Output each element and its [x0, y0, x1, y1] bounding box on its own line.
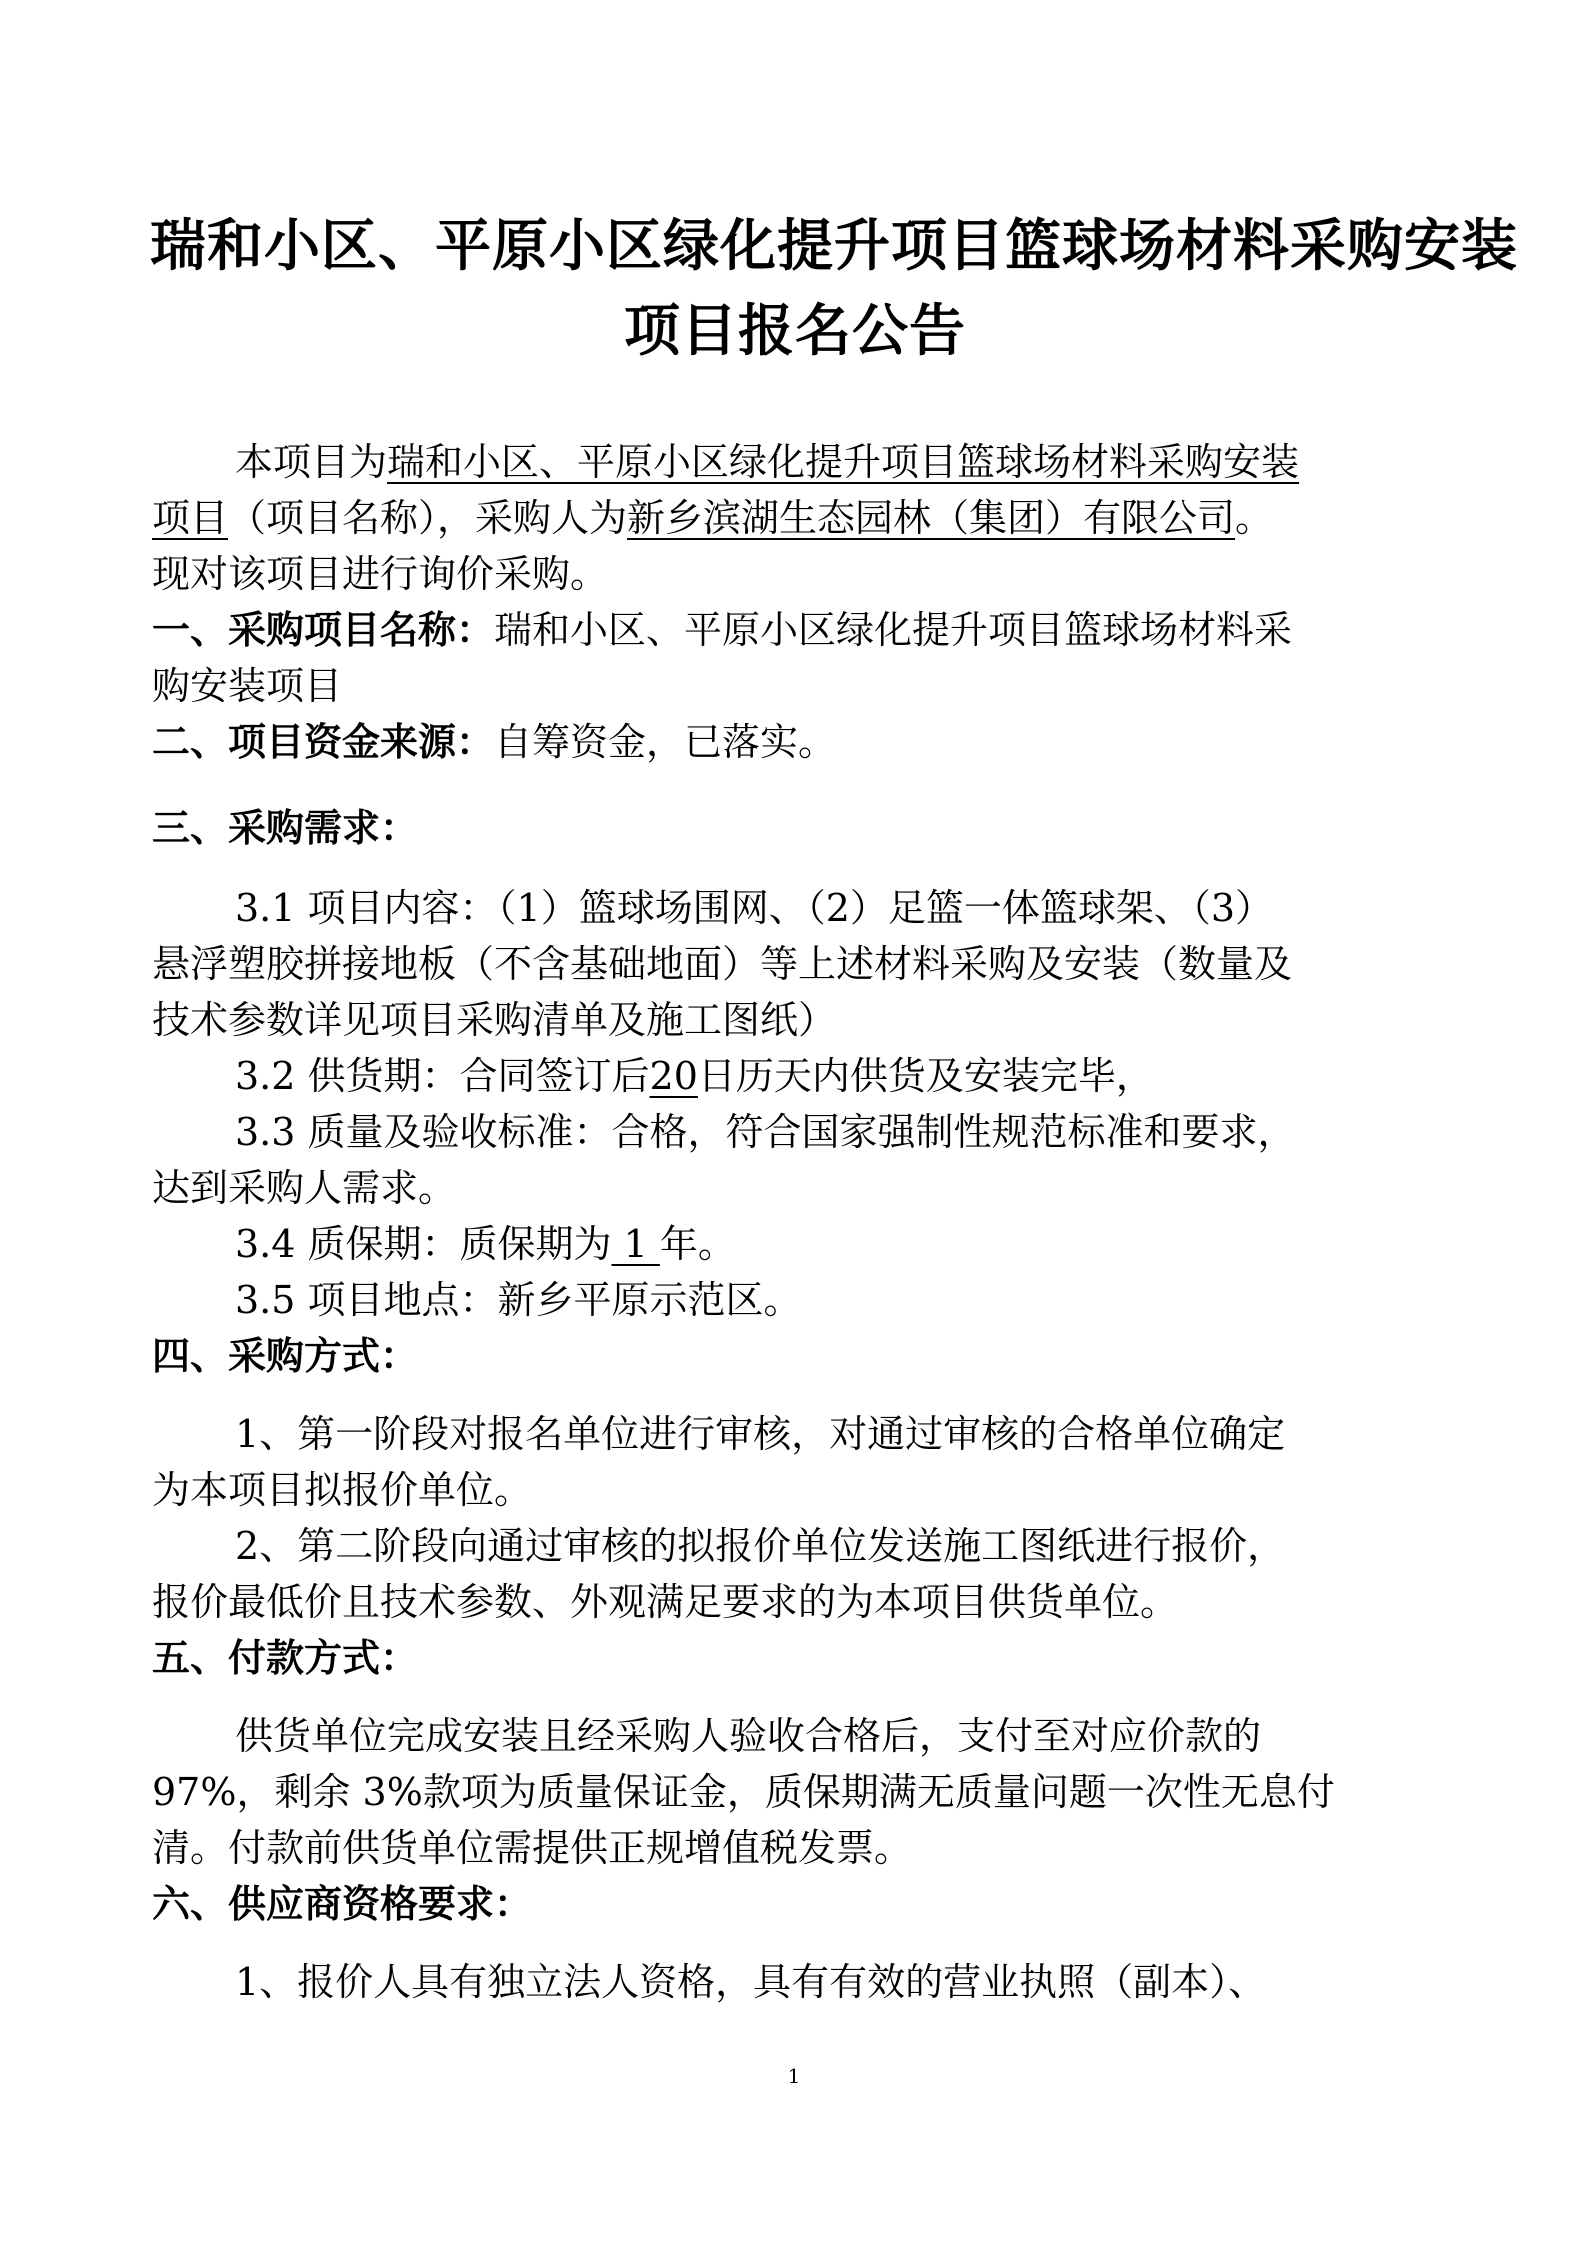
section-3-item-1-line-1: 3.1 项目内容：（1）篮球场围网、（2）足篮一体篮球架、（3） — [235, 886, 1274, 930]
section-3-item-3-line-1: 3.3 质量及验收标准：合格，符合国家强制性规范标准和要求， — [235, 1110, 1296, 1154]
section-2-heading: 二、项目资金来源： — [152, 720, 495, 764]
section-2-line — [152, 714, 836, 770]
document-title-line-2: 项目报名公告 — [624, 299, 966, 364]
section-3-item-1-line-2: 悬浮塑胶拼接地板（不含基础地面）等上述材料采购及安装（数量及 — [152, 942, 1293, 986]
intro-mid: （项目名称），采购人为 — [228, 496, 628, 540]
warranty-years-value: 1 — [611, 1222, 660, 1266]
section-3-item-4-prefix: 3.4 质保期：质保期为 — [235, 1222, 612, 1266]
section-1-text-a: 瑞和小区、平原小区绿化提升项目篮球场材料采 — [494, 608, 1293, 652]
section-3-item-2-prefix: 3.2 供货期：合同签订后 — [235, 1054, 650, 1098]
section-5-heading: 五、付款方式： — [152, 1636, 419, 1680]
section-6-item-1-line-1: 1、报价人具有独立法人资格，具有有效的营业执照（副本）、 — [235, 1960, 1267, 2004]
intro-line-3: 现对该项目进行询价采购。 — [152, 552, 609, 596]
section-3-item-3-line-2: 达到采购人需求。 — [152, 1166, 457, 1210]
section-3-item-2-suffix: 日历天内供货及安装完毕， — [697, 1054, 1154, 1098]
section-3-item-2 — [235, 1048, 1154, 1104]
page-number: 1 — [787, 2064, 801, 2088]
section-3-item-4-suffix: 年。 — [659, 1222, 736, 1266]
section-4-item-1-line-2: 为本项目拟报价单位。 — [152, 1468, 533, 1512]
section-5-line-2: 97%，剩余 3%款项为质量保证金，质保期满无质量问题一次性无息付 — [152, 1770, 1335, 1814]
intro-project-name-b: 项目 — [152, 496, 229, 540]
section-5-line-3: 清。付款前供货单位需提供正规增值税发票。 — [152, 1826, 913, 1870]
section-1-line-2: 购安装项目 — [152, 664, 343, 708]
document-title-line-1: 瑞和小区、平原小区绿化提升项目篮球场材料采购安装 — [150, 214, 1518, 279]
intro-line-1 — [235, 434, 1299, 490]
intro-purchaser: 新乡滨湖生态园林（集团）有限公司 — [627, 496, 1236, 540]
section-3-item-1-line-3: 技术参数详见项目采购清单及施工图纸） — [152, 998, 837, 1042]
section-2-text: 自筹资金，已落实。 — [494, 720, 837, 764]
section-1-line-1 — [152, 602, 1292, 658]
supply-days-value: 20 — [649, 1054, 698, 1098]
intro-prefix: 本项目为 — [235, 440, 388, 484]
section-3-item-5: 3.5 项目地点：新乡平原示范区。 — [235, 1278, 802, 1322]
section-5-line-1: 供货单位完成安装且经采购人验收合格后，支付至对应价款的 — [235, 1714, 1262, 1758]
intro-end: 。 — [1235, 496, 1274, 540]
section-3-item-4 — [235, 1216, 736, 1272]
intro-project-name-a: 瑞和小区、平原小区绿化提升项目篮球场材料采购安装 — [387, 440, 1300, 484]
section-3-heading: 三、采购需求： — [152, 806, 419, 850]
section-6-heading: 六、供应商资格要求： — [152, 1882, 533, 1926]
section-4-item-1-line-1: 1、第一阶段对报名单位进行审核，对通过审核的合格单位确定 — [235, 1412, 1286, 1456]
section-4-heading: 四、采购方式： — [152, 1334, 419, 1378]
section-4-item-2-line-1: 2、第二阶段向通过审核的拟报价单位发送施工图纸进行报价， — [235, 1524, 1286, 1568]
section-1-heading: 一、采购项目名称： — [152, 608, 495, 652]
section-4-item-2-line-2: 报价最低价且技术参数、外观满足要求的为本项目供货单位。 — [152, 1580, 1179, 1624]
intro-line-2 — [152, 490, 1273, 546]
